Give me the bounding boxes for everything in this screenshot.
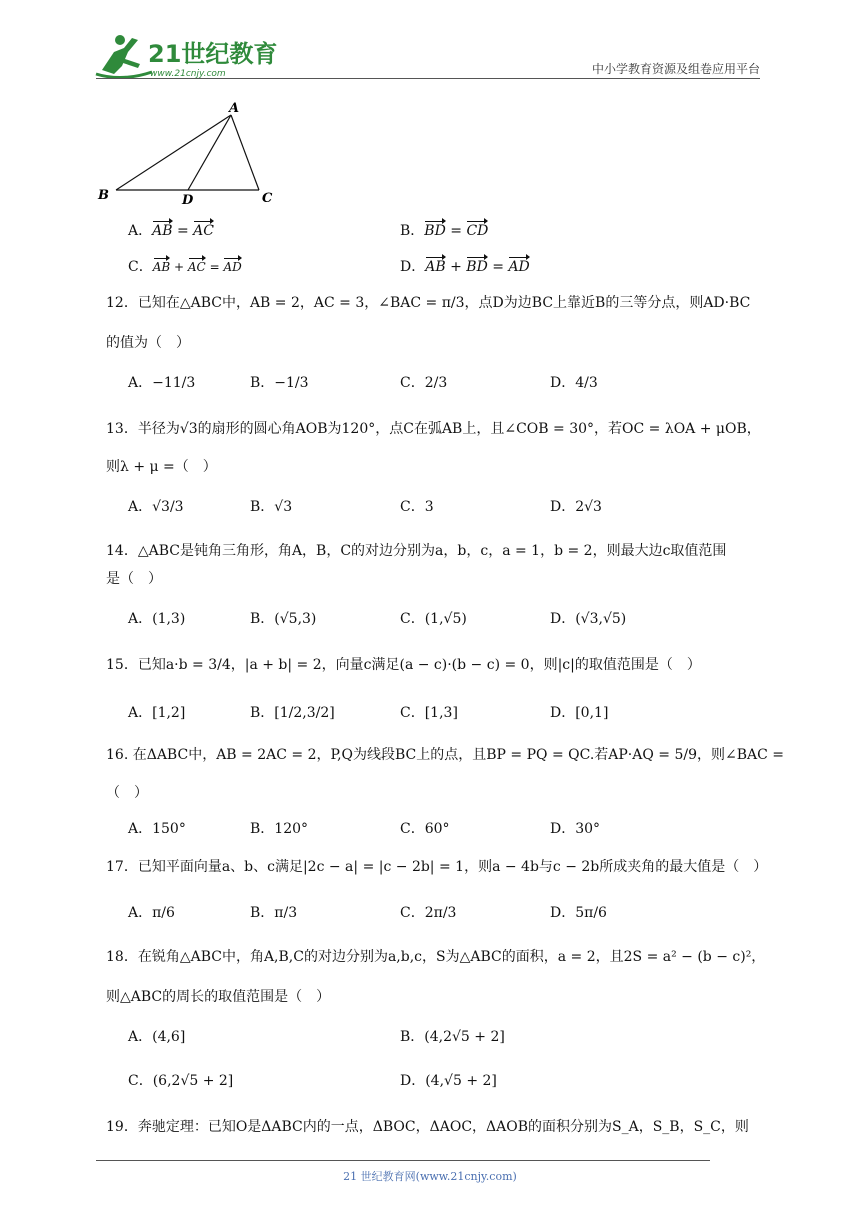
footer-divider [96, 1160, 710, 1161]
site-logo [92, 30, 278, 80]
label-d: D [182, 193, 194, 208]
header-divider [96, 78, 760, 79]
q12-option-b[interactable]: B．−1/3 [250, 375, 309, 391]
q17-stem: 17．已知平面向量a、b、c满足|2c − a| = |c − 2b| = 1，则a − 4b与c − 2b所成夹角的最大值是（ ） [106, 859, 768, 875]
q12-stem-cont: 的值为（ ） [106, 335, 190, 351]
q14-option-c[interactable]: C．(1,√5) [400, 611, 467, 627]
q11-option-c[interactable]: C．AB + AC = AD [128, 259, 242, 275]
q13-option-d[interactable]: D．2√3 [550, 499, 602, 515]
q18-option-c[interactable]: C．(6,2√5 + 2] [128, 1073, 234, 1089]
header-platform-text: 中小学教育资源及组卷应用平台 [591, 62, 760, 76]
q11-option-d[interactable]: D．AB + BD = AD [400, 259, 530, 275]
logo-url: www.21cnjy.com [150, 69, 226, 79]
q16-option-a[interactable]: A．150° [128, 821, 186, 837]
q16-option-d[interactable]: D．30° [550, 821, 601, 837]
q11-option-b[interactable]: B．BD = CD [400, 223, 489, 239]
q17-option-b[interactable]: B．π/3 [250, 905, 298, 921]
q13-stem-cont: 则λ + μ =（ ） [106, 459, 217, 475]
q14-option-d[interactable]: D．(√3,√5) [550, 611, 627, 627]
q13-stem: 13．半径为√3的扇形的圆心角AOB为120°，点C在弧AB上，且∠COB = 30°，若OC = λOA + μOB， [106, 421, 761, 437]
q12-option-a[interactable]: A．−11/3 [128, 375, 196, 391]
q17-option-a[interactable]: A．π/6 [128, 905, 175, 921]
q16-option-c[interactable]: C．60° [400, 821, 450, 837]
triangle-figure [96, 100, 286, 210]
q18-stem-cont: 则△ABC的周长的取值范围是（ ） [106, 989, 331, 1005]
q12-option-c[interactable]: C．2/3 [400, 375, 448, 391]
q11-option-a[interactable]: A．AB = AC [128, 223, 214, 239]
q13-option-a[interactable]: A．√3/3 [128, 499, 184, 515]
logo-text: 21世纪教育 [148, 40, 278, 68]
q18-stem: 18．在锐角△ABC中，角A,B,C的对边分别为a,b,c，S为△ABC的面积，a = 2，且2S = a² − (b − c)²， [106, 949, 766, 965]
q15-option-b[interactable]: B．[1/2,3/2] [250, 705, 335, 721]
label-c: C [262, 191, 273, 206]
q16-option-b[interactable]: B．120° [250, 821, 309, 837]
footer-text: 21 世纪教育网(www.21cnjy.com) [343, 1170, 517, 1183]
q19-stem: 19．奔驰定理：已知O是ΔABC内的一点，ΔBOC，ΔAOC，ΔAOB的面积分别为S_A，S_B，S_C，则 [106, 1119, 749, 1135]
q13-option-c[interactable]: C．3 [400, 499, 434, 515]
q13-option-b[interactable]: B．√3 [250, 499, 293, 515]
q17-option-d[interactable]: D．5π/6 [550, 905, 607, 921]
q15-stem: 15．已知a·b = 3/4，|a + b| = 2，向量c满足(a − c)·(b − c) = 0，则|c|的取值范围是（ ） [106, 657, 701, 673]
q15-option-c[interactable]: C．[1,3] [400, 705, 458, 721]
q18-option-d[interactable]: D．(4,√5 + 2] [400, 1073, 497, 1089]
q18-option-b[interactable]: B．(4,2√5 + 2] [400, 1029, 505, 1045]
q18-option-a[interactable]: A．(4,6] [128, 1029, 186, 1045]
q16-stem-cont: （ ） [106, 785, 148, 801]
q14-option-a[interactable]: A．(1,3) [128, 611, 186, 627]
q14-option-b[interactable]: B．(√5,3) [250, 611, 317, 627]
q12-stem: 12．已知在△ABC中，AB = 2，AC = 3，∠BAC = π/3，点D为边BC上靠近B的三等分点，则AD·BC [106, 295, 751, 311]
q14-stem-cont: 是（ ） [106, 571, 162, 587]
label-a: A [229, 101, 240, 116]
q16-stem: 16. 在ΔABC中，AB = 2AC = 2，P,Q为线段BC上的点，且BP = PQ = QC.若AP·AQ = 5/9，则∠BAC = [106, 747, 785, 763]
label-b: B [98, 188, 109, 203]
q17-option-c[interactable]: C．2π/3 [400, 905, 457, 921]
q14-stem: 14．△ABC是钝角三角形，角A，B，C的对边分别为a，b，c，a = 1，b = 2，则最大边c取值范围 [106, 543, 727, 559]
q15-option-a[interactable]: A．[1,2] [128, 705, 186, 721]
q12-option-d[interactable]: D．4/3 [550, 375, 598, 391]
q15-option-d[interactable]: D．[0,1] [550, 705, 609, 721]
